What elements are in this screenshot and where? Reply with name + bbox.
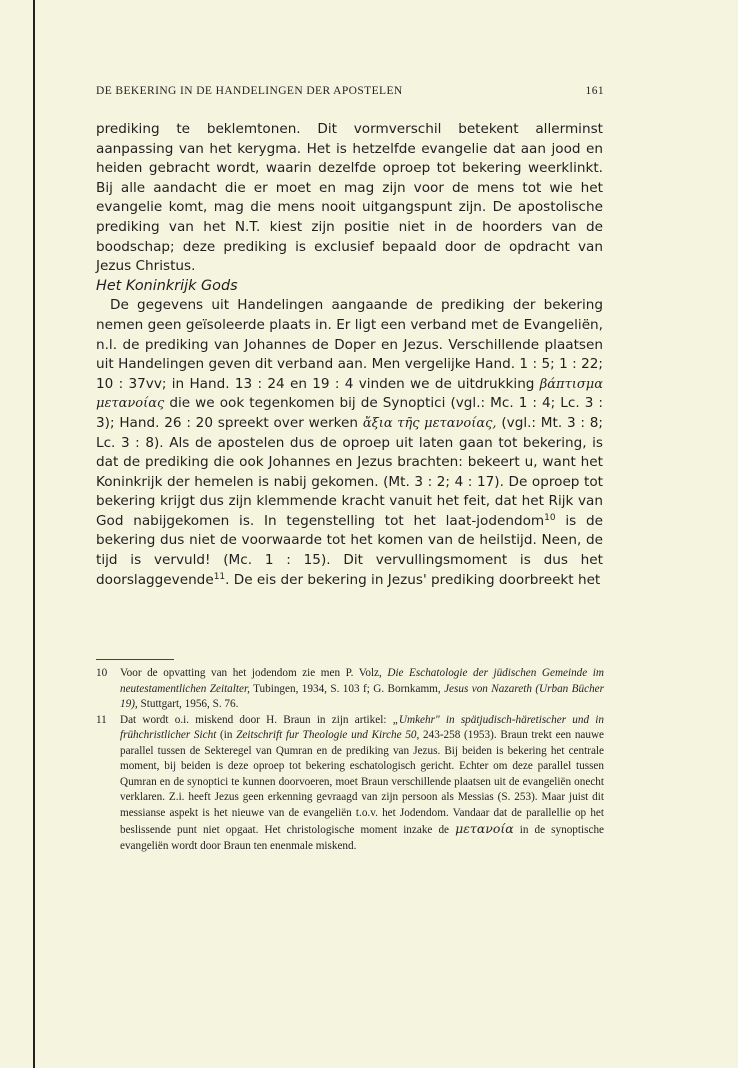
paragraph-continued: prediking te beklemtonen. Dit vormverschil betekent allerminst aanpassing van het kerygma. Het is hetzelfde evangelie dat aan jood en heiden gebracht wordt, waarin dezelfde oproep tot bekering weerklinkt. Bij alle aandacht die er moet en mag zijn voor de mens tot wie het evangelie komt, mag die mens nooit uitgangspunt zijn. De apostolische prediking van het N.T. kiest zijn positie niet in de hoorders van de boodschap; deze prediking is exclusief bepaald door de opdracht van Jezus Christus. [96,121,603,275]
footnote [96,666,604,713]
footnote-text [120,713,604,855]
footnote-title: „Umkehr" in spätjudisch-häretischer und in frühchristlicher Sicht [120,713,604,742]
greek-phrase: ἄξια τῆς μετανοίας, [362,415,497,431]
footnote-text-part: (in [220,729,233,742]
footnote-text-part: 243-258 (1953). Braun trekt een nauwe parallel tussen de Sekteregel van Qumran en de prediking van Jezus. Bij beiden is bekering het centrale moment, bij beiden is deze oproep tot bekering eschatologisch gericht. Echter om deze parallel tussen Qumran en de synoptici te kunnen doorvoeren, moet Braun verschillende plaatsen uit de evangeliën onecht verklaren. Z.i. heeft Jezus geen erkenning gevraagd van zijn persoon als Messias (S. 253). Maar juist dit messianse aspekt is het nieuwe van de evangeliën t.o.v. het Jodendom. Vandaar dat de parallellie op het beslissende punt niet opgaat. Het christologische moment inzake de [120,729,605,837]
paragraph-text: is de bekering dus niet de voorwaarde tot het komen van de heilstijd. Neen, de tijd is vervuld! (Mc. 1 : 15). Dit vervullingsmoment is dus het doorslaggevende [96,512,603,588]
footnote-text-part: Voor de opvatting van het jodendom zie men P. Volz, [120,667,382,679]
section-heading: Het Koninkrijk Gods [96,277,238,294]
page-number: 161 [585,85,604,97]
page-spine-edge [33,0,35,1068]
footnotes [96,666,604,855]
running-title: DE BEKERING IN DE HANDELINGEN DER APOSTELEN [96,85,403,97]
footnote-text-part: Stuttgart, 1956, S. 76. [140,698,239,711]
footnote-text [120,666,604,713]
footnote-title: Die Eschatologie der jüdischen Gemeinde im neutestamentlichen Zeitalter, [120,667,604,695]
footnote-text-part: in de synoptische evangeliën wordt door Braun ten enenmale miskend. [120,824,604,853]
footnote-ref: 11 [213,571,226,582]
footnote-text-part: Tubingen, 1934, S. 103 f; G. Bornkamm, [253,682,441,695]
footnote-title: Zeitschrift fur Theologie und Kirche 50, [236,729,420,742]
body-text [96,120,603,590]
footnote-number: 11 [96,713,107,726]
paragraph-text: . De eis der bekering in Jezus' prediking doorbreekt het [225,571,601,588]
paragraph-text: (vgl.: Mt. 3 : 8; Lc. 3 : 8). Als de apostelen dus de oproep uit laten gaan tot bekering, is dat de prediking die ook Johannes en Jezus brachten: bekeert u, want het Koninkrijk der hemelen is nabij gekomen. (Mt. 3 : 2; 4 : 17). De oproep tot bekering krijgt dus zijn klemmende kracht vanuit het feit, dat het Rijk van God nabijgekomen is. In tegenstelling tot het laat-jodendom [96,414,603,529]
greek-phrase: μετανοία [455,821,514,837]
footnote-rule [96,659,174,660]
footnote-text-part: Dat wordt o.i. miskend door H. Braun in zijn artikel: [120,713,387,726]
paragraph-kingdom [96,296,603,590]
paragraph-text: De gegevens uit Handelingen aangaande de prediking der bekering nemen geen geïsoleerde plaats in. Er ligt een verband met de Evangeliën, n.l. de prediking van Johannes de Doper en Jezus. Verschillende plaatsen uit Handelingen geven dit verband aan. Men vergelijke Hand. 1 : 5; 1 : 22; 10 : 37vv; in Hand. 13 : 24 en 19 : 4 vinden we de uitdrukking [96,297,603,392]
footnote-number: 10 [96,667,108,679]
paragraph-text: die we ook tegenkomen bij de Synoptici (vgl.: Mc. 1 : 4; Lc. 3 : 3); Hand. 26 : 20 spreekt over werken [96,395,604,431]
greek-phrase: βάπτισμα μετανοίας [96,376,603,412]
footnote-ref: 10 [544,512,556,523]
running-head [96,85,604,97]
footnote [96,713,604,855]
footnote-title: Jesus von Nazareth (Urban Bücher 19), [120,682,604,711]
